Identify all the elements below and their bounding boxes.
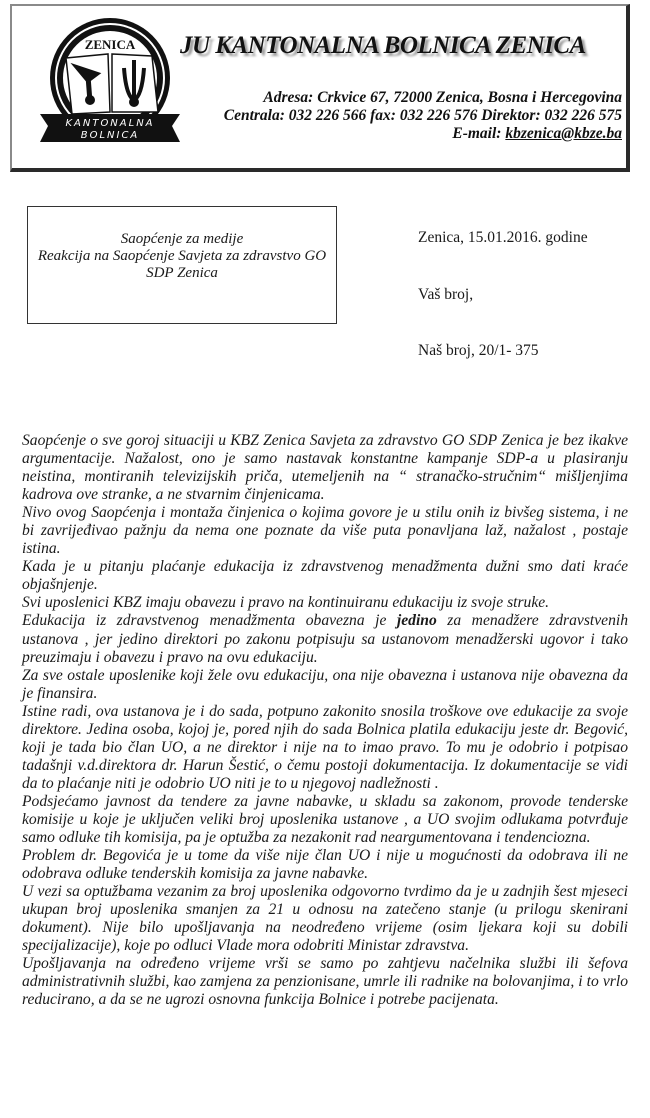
paragraph: Svi uposlenici KBZ imaju obavezu i pravo na kontinuiranu edukaciju iz svoje struke. bbox=[22, 594, 550, 612]
logo-banner-line1: KANTONALNA bbox=[65, 118, 155, 129]
organization-name: JU KANTONALNA BOLNICA ZENICA bbox=[180, 32, 586, 59]
paragraph: U vezi sa optužbama vezanim za broj uposlenika odgovorno tvrdimo da je u zadnjih šest mjeseci ukupan broj uposlenika smanjen za 21 u odnosu na zatečeno stanje (u prilogu skenirani dokument). Nije bilo upošljavanja na neodređeno vrijeme (osim ljekara koji su dobili specijalizacije), koje po odluci Vlade mora odobriti Ministar zdravstva. bbox=[22, 883, 628, 955]
letter-body bbox=[22, 432, 628, 1010]
paragraph-text: Edukacija iz zdravstvenog menadžmenta obavezna je bbox=[22, 612, 397, 630]
logo-banner-line2: BOLNICA bbox=[80, 130, 140, 141]
hospital-logo-icon bbox=[36, 16, 184, 144]
subject-line-2: Reakcija na Saopćenje Savjeta za zdravstvo GO bbox=[37, 247, 327, 264]
letterhead bbox=[10, 4, 630, 172]
paragraph: Upošljavanja na određeno vrijeme vrši se samo po zahtjevu načelnika službi ili šefova administrativnih službi, kao zamjena za penzionisane, umrle ili radnike na bolovanjima, i to vrlo reducirano, a da se ne ugrozi osnovna funkcija Bolnice i potrebe pacijenata. bbox=[22, 955, 628, 1009]
email-label: E-mail: bbox=[452, 125, 506, 142]
paragraph: Saopćenje o sve goroj situaciji u KBZ Zenica Savjeta za zdravstvo GO SDP Zenica je bez ikakve argumentacije. Nažalost, ono je samo nastavak konstantne kampanje SDP-a u plasiranju neistina, montiranih televizijskih priča, utemeljenih na “ stranačko-stručnim“ mišljenjima kadrova ove stranke, a ne stvarnim činjenicama. bbox=[22, 432, 628, 504]
paragraph: Nivo ovog Saopćenja i montaža činjenica o kojima govore je u stilu onih iz bivšeg sistema, i ne bi zavrijeđivao pažnju da nema one poznate da više puta ponavljana laž, nažalost , postaje istina. bbox=[22, 504, 628, 558]
subject-line-3: SDP Zenica bbox=[146, 264, 218, 281]
paragraph: Kada je u pitanju plaćanje edukacija iz zdravstvenog menadžmenta dužni smo dati kraće objašnjenje. bbox=[22, 558, 628, 594]
paragraph bbox=[22, 612, 628, 666]
document-date: Zenica, 15.01.2016. godine bbox=[418, 229, 588, 246]
logo-top-text: ZENICA bbox=[84, 37, 136, 52]
our-reference: Naš broj, 20/1- 375 bbox=[418, 342, 539, 359]
organization-email-line bbox=[452, 125, 622, 143]
subject-box bbox=[27, 206, 337, 324]
paragraph: Podsjećamo javnost da tendere za javne nabavke, u skladu sa zakonom, provode tenderske komisije u koje je uključen veliki broj uposlenika ustanove , a UO svojim odlukama potvrđuje samo odluke tih komisija, pa je optužba za nezakonit rad neargumentovana i tendenciozna. bbox=[22, 792, 628, 847]
emphasis-jedino: jedino bbox=[396, 612, 437, 630]
organization-address: Adresa: Crkvice 67, 72000 Zenica, Bosna i Hercegovina bbox=[263, 89, 622, 106]
your-reference: Vaš broj, bbox=[418, 286, 474, 303]
paragraph-text: za menadžere zdravstvenih ustanova , jer jedino direktori po zakonu potpisuju sa ustanovom menadžerski ugovor i tako preuzimaju i obavezu i pravo na ovu edukaciju. bbox=[22, 612, 628, 666]
subject-line-1: Saopćenje za medije bbox=[120, 230, 244, 247]
paragraph: Za sve ostale uposlenike koji žele ovu edukaciju, ona nije obavezna i ustanova nije obavezna da je finansira. bbox=[22, 666, 628, 702]
paragraph: Istine radi, ova ustanova je i do sada, potpuno zakonito snosila troškove ove edukacije za svoje direktore. Jedina osoba, kojoj je, pored njih do sada Bolnica platila edukaciju jeste dr. Begović, koji je tada bio član UO, a ne direktor i nije na to imao pravo. To mu je odobrio i potpisao tadašnji v.d.direktora dr. Harun Šestić, o čemu postoji dokumentacija. Iz dokumentacije se vidi da to plaćanje niti je odobrio UO niti je to u njegovoj nadležnosti . bbox=[22, 702, 628, 792]
paragraph: Problem dr. Begovića je u tome da više nije član UO i nije u mogućnosti da odobrava ili ne odobrava odluke tenderskih komisija za javne nabavke. bbox=[22, 847, 628, 883]
organization-phones: Centrala: 032 226 566 fax: 032 226 576 Direktor: 032 226 575 bbox=[223, 107, 622, 124]
email-link[interactable]: kbzenica@kbze.ba bbox=[505, 125, 622, 142]
